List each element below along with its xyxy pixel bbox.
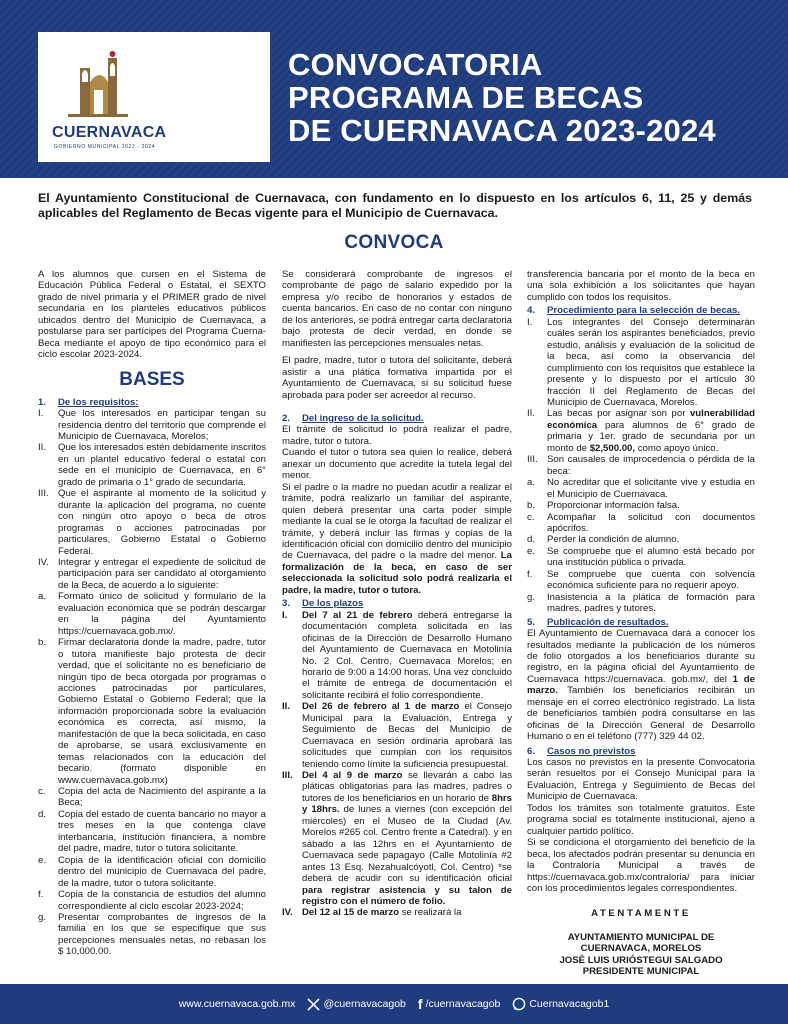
item-bold: Del 26 de febrero al 1 de marzo [302, 701, 460, 713]
list-item [38, 912, 266, 958]
item-text: de lunes a viernes (con excepción del miércoles) en el Museo de la Ciudad (Av. Morelos #265 col. Centro frente a Catedral). y en sábado a las 12hrs en el Ayuntamiento de Cuernavaca sede papagayo (Calle Motolinía #2 antes 13 Esq. Nezahualcóyotl, Col. Centro) *se deberá de acudir con su identificación oficial [302, 804, 512, 885]
item-text: Son causales de improcedencia o pérdida de la beca: [547, 454, 755, 477]
paragraph: El trámite de solicitud lo podrá realizar el padre, madre, tutor o tutora. [282, 424, 512, 447]
section-title: De los plazos [302, 598, 364, 610]
list-item [38, 637, 266, 786]
item-number: a. [527, 477, 536, 489]
item-number: III. [38, 488, 49, 500]
list-item [527, 592, 755, 615]
paragraph-bold: 1 de marzo. [527, 673, 755, 697]
column-1 [38, 269, 266, 958]
whatsapp-handle: Cuernavacagob1 [529, 998, 610, 1010]
convoca-heading: CONVOCA [344, 232, 444, 253]
training-paragraph: El padre, madre, tutor o tutora del solicitante, deberá asistir a una plática formativa impartida por el Ayuntamiento de Cuernavaca, si su solicitud fuese aprobada para poder ser acreedor al recurso. [282, 355, 512, 401]
facebook-link[interactable] [418, 996, 500, 1012]
column-2 [282, 269, 512, 919]
section-title: Del ingreso de la solicitud. [302, 412, 424, 424]
item-number: b. [527, 500, 536, 512]
item-number: a. [38, 591, 47, 603]
list-item [38, 855, 266, 889]
title-line-1: CONVOCATORIA [288, 47, 543, 82]
item-text: Presentar comprobantes de ingresos de la familia en los que se especifique que sus percepciones mensuales netas, no rebasan los $ 10,000.00. [58, 912, 266, 958]
item-number: III. [527, 454, 538, 466]
twitter-handle: @cuernavacagob [323, 998, 406, 1010]
item-text: Copia de la constancia de estudios del alumno correspondiente al ciclo escolar 2023-2024; [58, 889, 266, 912]
list-item [38, 809, 266, 855]
section-number: 4. [527, 305, 536, 317]
paragraph: Todos los trámites son totalmente gratuitos. Este programa social es totalmente institucional, ajeno a cualquier partido político. [527, 802, 755, 837]
lead-paragraph: A los alumnos que cursen en el Sistema de Educación Pública Federal o Estatal, el SEXTO grado de nivel primaria y el PRIMER grado de nivel secundaria en los planteles educativos públicos ubicados dentro del Municipio de Cuernavaca, a postularse para ser partícipes del Programa Cuerna-Beca mediante el apoyo de tipo económico para el ciclo escolar 2023-2024. [38, 269, 266, 361]
item-text: Se compruebe que el alumno está becado por una institución pública o privada. [547, 545, 755, 569]
item-number: II. [38, 442, 46, 454]
item-number: IV. [38, 556, 49, 568]
cathedral-logo-icon [68, 38, 188, 133]
item-text: No acreditar que el solicitante vive y estudia en el Municipio de Cuernavaca. [547, 477, 755, 500]
item-text: se realizará la [401, 907, 462, 919]
item-bold: vulnerabilidad económica [547, 408, 756, 431]
requirements-list [38, 408, 266, 958]
list-item [282, 770, 512, 907]
list-item [282, 701, 512, 770]
item-text: Copia del estado de cuenta bancario no mayor a tres meses en la que contenga clave interbancaria, institución financiera, a nombre del padre, madre, tutor o tutora solicitante. [58, 808, 266, 855]
website-link[interactable] [179, 998, 296, 1010]
section-number: 3. [282, 598, 291, 610]
list-item [38, 889, 266, 912]
item-text: Firmar declaratoria donde la madre, padre, tutor o tutora manifieste bajo protesta de decir verdad, que el solicitante no es beneficiario de ningún tipo de beca otorgada por programas o acciones patrocinadas por particulares, Gobierno Estatal o Gobierno Federal; que la información proporcionada sobre la evaluación económica es correcta, así mismo, la manifestación de que la beca solicitada, en caso de aprobarse, se usará exclusivamente en temas relacionados con la educación del becario. (formato disponible en www.cuernavaca.gob.mx) [58, 637, 266, 786]
signature-line: CUERNAVACA, MORELOS [580, 943, 702, 955]
column-3 [527, 269, 755, 978]
list-item [527, 569, 755, 592]
intro-paragraph: El Ayuntamiento Constitucional de Cuernavaca, con fundamento en lo dispuesto en los artículos 6, 11, 25 y demás aplicables del Reglamento de Becas vigente para el Municipio de Cuernavaca. [38, 191, 752, 220]
item-text: Perder la condición de alumno. [547, 534, 680, 546]
item-text: se llevarán a cabo las pláticas obligatorias para las madres, padres o tutores de los beneficiarios en un horario de [302, 770, 512, 804]
item-text: deberá entregarse la documentación completa solicitada en las oficinas de la Dirección de Desarrollo Humano del Ayuntamiento de Cuernavaca en Motolinía No. 2 Col. Centro, Cuernavaca Morelos; en horario de 9:00 a 14:00 horas. Una vez concluido el trámite de entrega de documentación el solicitante recibirá el folio correspondiente. [302, 609, 512, 701]
section-heading-requisitos [38, 397, 266, 408]
section-title: Procedimiento para la selección de becas. [547, 305, 741, 317]
list-item [282, 610, 512, 702]
whatsapp-link[interactable] [512, 997, 609, 1011]
list-item [38, 557, 266, 591]
paragraph: transferencia bancaria por el monto de la beca en una sola exhibición a los solicitantes que hayan cumplido con todos los requisitos. [527, 269, 755, 303]
item-text: Las becas por asignar son por [547, 408, 686, 420]
list-item [527, 317, 755, 409]
item-number: II. [527, 408, 535, 420]
paragraph: Si se condiciona el otorgamiento del beneficio de la beca, los afectados podrán presentar su denuncia en la Contraloría Municipal a través de https://cuernavaca.gob.mx/contraloria/ para iniciar con los procedimientos legales correspondientes. [527, 837, 755, 895]
list-item [38, 591, 266, 637]
list-item [38, 442, 266, 488]
item-number: I. [527, 316, 533, 328]
bases-heading: BASES [119, 368, 185, 390]
section-heading-casos [527, 746, 755, 757]
section-number: 2. [282, 412, 291, 424]
whatsapp-icon [512, 997, 526, 1011]
item-number: d. [38, 808, 47, 820]
item-text: para alumnos de 6° grado de primaria y 1er. grado de secundaria por un monto de [547, 419, 756, 454]
section-heading-ingreso [282, 413, 512, 424]
paragraph-text: El Ayuntamiento de Cuernavaca dará a conocer los resultados mediante la publicación de los números de folio otorgados a los beneficiarios durante su registro, en la página oficial del Ayuntamiento de Cuernavaca https://cuernavaca. gob.mx/, del [527, 628, 755, 685]
causales-list [527, 477, 755, 614]
title-line-2: PROGRAMA DE BECAS [288, 80, 644, 115]
section-heading-plazos [282, 598, 512, 609]
header-banner [0, 0, 788, 178]
item-text: Acompañar la solicitud con documentos apócrifos. [547, 511, 755, 534]
item-number: e. [527, 545, 536, 557]
item-text: Que los interesados en participar tengan su residencia dentro del territorio que comprende el Municipio de Cuernavaca, Morelos; [58, 408, 266, 442]
logo-subtext: GOBIERNO MUNICIPAL 2022 - 2024 [54, 144, 156, 150]
list-item [38, 786, 266, 809]
section-title: Publicación de resultados. [547, 616, 669, 628]
footer-bar [0, 984, 788, 1024]
section-number: 1. [38, 396, 47, 408]
list-item [38, 408, 266, 442]
item-text: Integrar y entregar el expediente de solicitud de participación para ser candidato al otorgamiento de la Beca, de acuerdo a lo siguiente: [58, 556, 266, 591]
section-number: 6. [527, 745, 536, 757]
list-item [527, 454, 755, 477]
signature-line: PRESIDENTE MUNICIPAL [582, 966, 700, 978]
paragraph-text: Si el padre o la madre no puedan acudir a realizar el trámite, podrá realizarlo un familiar del aspirante, quien deberá presentar una carta poder simple mediante la cual se le otorga la facultad de realizar el trámite, y deberá incluir las firmas y copias de la identificación oficial con domicilio dentro del municipio de Cuernavaca, del padre o la madre del menor. [282, 481, 512, 562]
item-text: Los integrantes del Consejo determinarán cuáles serán los aspirantes beneficiados, previo estudio, análisis y evaluación de la solicitud de la beca, así como la observancia del cumplimiento con los requisitos que establece la presente y lo dispuesto por el artículo 30 fracción II del Reglamento de Becas del Municipio de Cuernavaca, Morelos. [547, 316, 755, 408]
item-bold: para registrar asistencia y su talon de registro con el número de folio. [302, 884, 512, 908]
paragraph [282, 482, 512, 597]
logo-panel [38, 32, 270, 162]
list-item [282, 907, 512, 918]
paragraph-bold: La formalización de la beca, en caso de ser seleccionada la solicitud solo podrá realizarla el padre, la madre, tutor o tutora. [282, 550, 512, 596]
section-number: 5. [527, 616, 536, 628]
paragraph [527, 628, 755, 743]
list-item [527, 500, 755, 511]
atentamente-label: ATENTAMENTE [591, 908, 691, 920]
item-number: g. [38, 912, 47, 924]
facebook-handle: /cuernavacagob [425, 998, 501, 1010]
section-heading-procedimiento [527, 305, 755, 316]
item-number: e. [38, 854, 47, 866]
item-text: Copia de la identificación oficial con domicilio dentro del municipio de Cuernavaca del padre, de la madre, tutor o tutora solicitante. [58, 854, 266, 889]
item-text: Que el aspirante al momento de la solicitud y durante la aplicación del programa, no cuente con ningún otro apoyo o beca de otros programas o acciones patrocinadas por particulares, Gobierno Estatal o Gobierno Federal. [58, 488, 266, 557]
item-number: I. [282, 609, 288, 621]
item-bold: Del 7 al 21 de febrero [302, 609, 413, 621]
item-number: b. [38, 637, 47, 649]
section-title: Casos no previstos [547, 745, 636, 757]
paragraph: Cuando el tutor o tutora sea quien lo realice, deberá anexar un documento que acredite la tutela legal del menor. [282, 447, 512, 482]
paragraph-text: También los beneficiarios recibirán un mensaje en el correo electrónico registrado. La lista de beneficiarios también podrá consultarse en las oficinas de la Dirección General de Desarrollo Humano o en el teléfono (777) 329 44 02. [527, 685, 755, 743]
item-number: d. [527, 534, 536, 546]
website-text: www.cuernavaca.gob.mx [178, 998, 296, 1010]
item-text: Formato único de solicitud y formulario de la evaluación económica que se podrán descargar en la página del Ayuntamiento https://cuernavaca.gob.mx/. [58, 591, 266, 637]
title-line-3: DE CUERNAVACA 2023-2024 [288, 113, 716, 148]
list-item [527, 477, 755, 500]
item-text: el Consejo Municipal para la Evaluación, Entrega y Seguimiento de Becas del Municipio de Cuernavaca en sesión ordinaria aprobará las solicitudes que cumplan con los requisitos teniendo como límite la suficiencia presupuestal. [302, 701, 512, 770]
item-number: c. [38, 786, 46, 798]
list-item [527, 408, 755, 454]
x-twitter-icon [307, 998, 320, 1011]
item-number: III. [282, 770, 293, 782]
item-text: Que los interesados estén debidamente inscritos en un plantel educativo federal o estatal con sede en el municipio de Cuernavaca, en 6° grado de primaria o 1° grado de secundaria. [58, 442, 266, 488]
item-bold: $2,500.00, [589, 442, 636, 454]
item-text: Proporcionar información falsa. [547, 500, 680, 512]
section-title: De los requisitos: [58, 396, 139, 408]
list-item [527, 534, 755, 545]
item-bold: 8hrs y 18hrs. [302, 792, 512, 816]
signature-block [527, 908, 755, 977]
item-number: f. [38, 889, 44, 901]
item-number: f. [527, 568, 533, 580]
item-text: Inasistencia a la plática de formación para madres, padres y tutores. [547, 591, 755, 615]
section-heading-publicacion [527, 617, 755, 628]
paragraph: Los casos no previstos en la presente Convocatoria serán resueltos por el Consejo Municipal para la Evaluación, Entrega y Seguimiento de Becas del Municipio de Cuernavaca. [527, 757, 755, 803]
item-number: I. [38, 408, 44, 420]
facebook-icon: f [417, 996, 423, 1012]
item-number: II. [282, 701, 290, 713]
twitter-link[interactable] [307, 998, 405, 1011]
item-number: g. [527, 591, 536, 603]
page-title [288, 48, 768, 147]
income-proof-paragraph: Se considerará comprobante de ingresos el comprobante de pago de salario expedido por la empresa y/o recibo de honorarios y estados de cuenta bancarios. En caso de no contar con ninguno de los anteriores, se podrá entregar carta declaratoria bajo protesta de decir verdad, en donde se manifiesten las percepciones mensuales netas. [282, 269, 512, 349]
logo-wordmark: CUERNAVACA [52, 124, 167, 141]
item-text: como apoyo único. [637, 442, 719, 454]
list-item [527, 546, 755, 569]
item-bold: Del 4 al 9 de marzo [302, 770, 403, 782]
signature-line: JOSÉ LUIS URIÓSTEGUI SALGADO [559, 954, 723, 966]
item-text: Se compruebe que cuenta con solvencia económica suficiente para no requerir apoyo. [547, 568, 755, 592]
item-bold: Del 12 al 15 de marzo [302, 907, 400, 919]
item-text: Copia del acta de Nacimiento del aspirante a la Beca; [58, 786, 266, 809]
signature-line: AYUNTAMIENTO MUNICIPAL DE [567, 931, 715, 943]
list-item [38, 488, 266, 557]
list-item [527, 512, 755, 535]
item-number: IV. [282, 907, 293, 919]
item-number: c. [527, 511, 535, 523]
